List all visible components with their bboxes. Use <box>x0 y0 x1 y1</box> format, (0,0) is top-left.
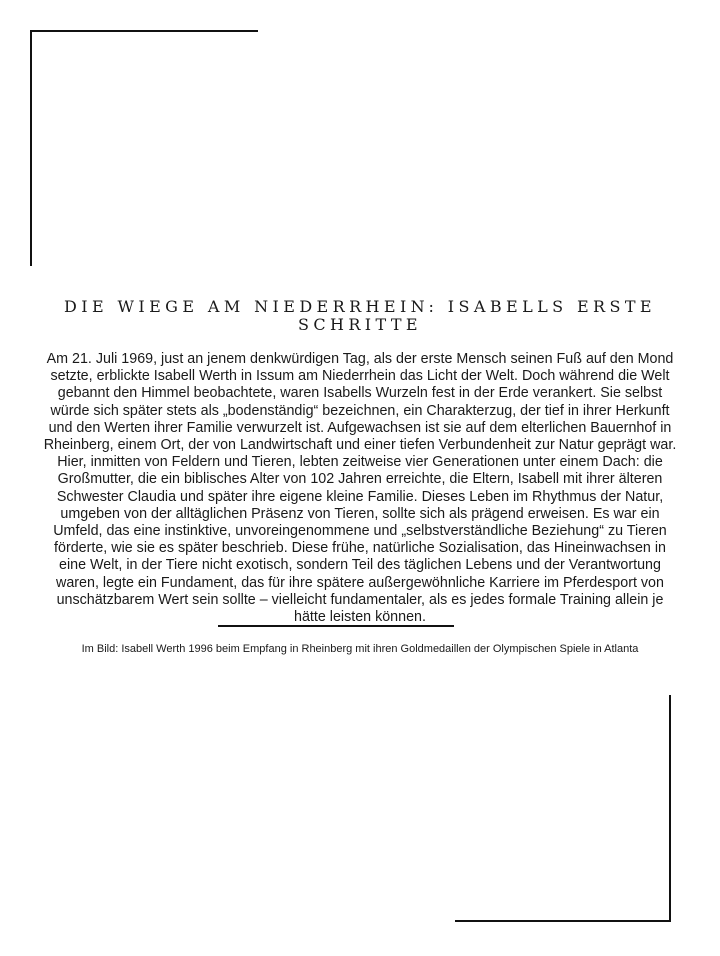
image-caption: Im Bild: Isabell Werth 1996 beim Empfang in Rheinberg mit ihren Goldmedaillen der Olympischen Spiele in Atlanta <box>81 643 639 655</box>
frame-corner-bottom-right-vertical <box>669 695 671 922</box>
frame-corner-top-left-vertical <box>30 30 32 266</box>
caption-divider <box>218 625 454 627</box>
frame-corner-top-left-horizontal <box>30 30 258 32</box>
chapter-body-text: Am 21. Juli 1969, just an jenem denkwürdigen Tag, als der erste Mensch seinen Fuß auf den Mond setzte, erblickte Isabell Werth in Issum am Niederrhein das Licht der Welt. Doch während die Welt gebannt den Himmel beobachtete, waren Isabells Wurzeln fest in der Erde verankert. Sie selbst würde sich später stets als „bodenständig“ bezeichnen, ein Charakterzug, der tief in ihrer Herkunft und den Werten ihrer Familie verwurzelt ist. Aufgewachsen ist sie auf dem elterlichen Bauernhof in Rheinberg, einem Ort, der von Landwirtschaft und einer tiefen Verbundenheit zur Natur geprägt war. Hier, inmitten von Feldern und Tieren, lebten zeitweise vier Generationen unter einem Dach: die Großmutter, die ein biblisches Alter von 102 Jahren erreichte, die Eltern, Isabell mit ihrer älteren Schwester Claudia und später ihre eigene kleine Familie. Dieses Leben im Rhythmus der Natur, umgeben von der alltäglichen Präsenz von Tieren, sollte sich als prägend erweisen. Es war ein Umfeld, das eine instinktive, unvoreingenommene und „selbstverständliche Beziehung“ zu Tieren förderte, wie sie es später beschrieb. Diese frühe, natürliche Sozialisation, das Hineinwachsen in eine Welt, in der Tiere nicht exotisch, sondern Teil des täglichen Lebens und der Verantwortung waren, legte ein Fundament, das für ihre spätere außergewöhnliche Karriere im Pferdesport von unschätzbarem Wert sein sollte – vielleicht fundamentaler, als es jedes formale Training allein je hätte leisten können. <box>43 351 677 626</box>
frame-corner-bottom-right-horizontal <box>455 920 671 922</box>
chapter-title: DIE WIEGE AM NIEDERRHEIN: ISABELLS ERSTE SCHRITTE <box>64 297 656 334</box>
